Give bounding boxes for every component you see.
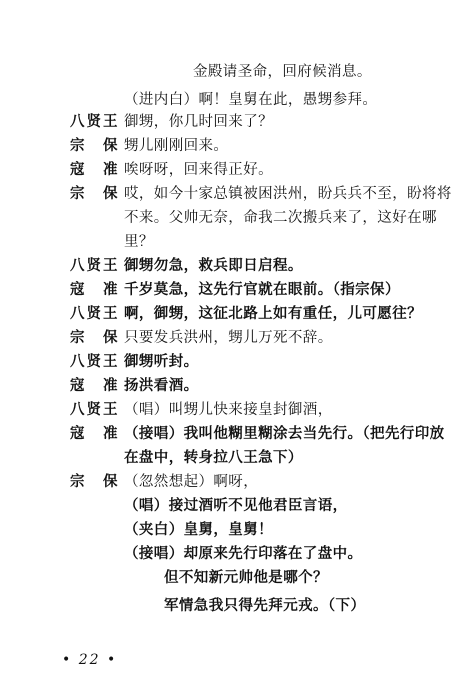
speaker-label: 八贤王 [70, 113, 120, 130]
dialogue-continuation: 里？ [124, 234, 154, 250]
speaker-label: 八贤王 [70, 401, 120, 418]
dialogue-line: 扬洪看酒。 [124, 377, 199, 394]
speaker-label: 寇 准 [70, 377, 120, 394]
sung-line: （唱）叫甥儿快来接皇封御酒， [124, 402, 333, 418]
speaker-label: 宗 保 [70, 185, 120, 202]
speaker-label: 宗 保 [70, 137, 120, 154]
sung-line: （唱）接过酒听不见他君臣言语， [124, 497, 348, 514]
verse-line: 金殿请圣命，回府候消息。 [193, 64, 372, 80]
stage-direction-line: （进内白）啊！皇舅在此，愚甥参拜。 [124, 92, 378, 108]
stage-direction-continuation: 在盘中，转身拉八王急下） [124, 449, 303, 466]
speaker-label: 宗 保 [70, 329, 120, 346]
speaker-label: 寇 准 [70, 281, 120, 298]
verse-line: 军情急我只得先拜元戎。（下） [164, 597, 366, 614]
speaker-label: 八贤王 [70, 305, 120, 322]
dialogue-line: 哎，如今十家总镇被困洪州，盼兵兵不至，盼将将 [124, 186, 452, 202]
dialogue-continuation: 不来。父帅无奈，命我二次搬兵来了，这好在哪 [124, 210, 437, 226]
dialogue-line: 千岁莫急，这先行官就在眼前。（指宗保） [124, 281, 400, 298]
dialogue-line: 甥儿刚刚回来。 [124, 138, 229, 154]
speaker-label: 八贤王 [70, 257, 120, 274]
speaker-label: 八贤王 [70, 353, 120, 370]
dialogue-line: 御甥勿急，救兵即日启程。 [124, 257, 303, 274]
sung-line: （接唱）我叫他糊里糊涂去当先行。（把先行印放 [124, 425, 445, 442]
page-number: • 22 • [62, 652, 118, 668]
dialogue-line: 啊，御甥，这征北路上如有重任，儿可愿往？ [124, 305, 422, 322]
speaker-label: 寇 准 [70, 161, 120, 178]
dialogue-line: 唉呀呀，回来得正好。 [124, 162, 273, 178]
sung-line: （接唱）却原来先行印落在了盘中。 [124, 545, 363, 562]
speaker-label: 宗 保 [70, 473, 120, 490]
dialogue-line: 只要发兵洪州，甥儿万死不辞。 [124, 330, 333, 346]
aside-line: （夹白）皇舅，皇舅！ [124, 521, 273, 538]
speaker-label: 寇 准 [70, 425, 120, 442]
stage-direction-line: （忽然想起）啊呀， [124, 474, 259, 490]
verse-line: 但不知新元帅他是哪个？ [164, 569, 328, 586]
dialogue-line: 御甥听封。 [124, 353, 199, 370]
dialogue-line: 御甥，你几时回来了？ [124, 114, 273, 130]
